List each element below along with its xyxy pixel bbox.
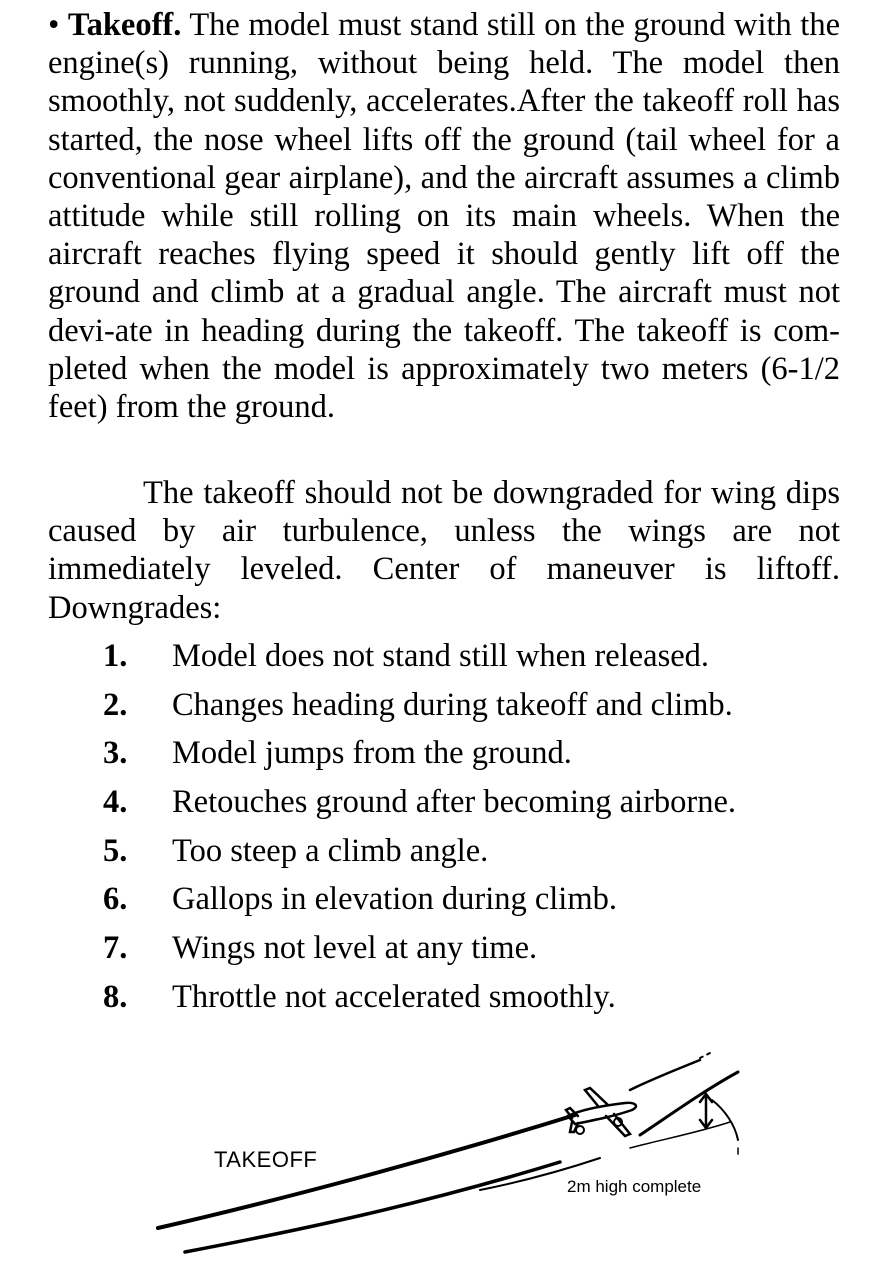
- list-item-text: Throttle not accelerated smoothly.: [172, 978, 616, 1015]
- list-item-number: 1.: [103, 638, 128, 674]
- list-item-text: Model does not stand still when released.: [172, 638, 710, 674]
- list-item: [0, 973, 888, 1022]
- list-item-text: Model jumps from the ground.: [172, 735, 572, 772]
- takeoff-paragraph: [48, 6, 840, 426]
- downgrade-intro-text: The takeoff should not be downgraded for wing dips caused by air turbulence, unless the wings are not immediately leveled. Center of maneuver is liftoff. Downgrades:: [48, 475, 840, 626]
- list-item: [0, 827, 888, 876]
- list-item-number: 2.: [103, 686, 128, 723]
- list-item-number: 5.: [103, 832, 128, 869]
- climb-path-line: [700, 1052, 712, 1058]
- climb-path-line: [640, 1072, 738, 1135]
- figure-caption: 2m high complete: [567, 1177, 702, 1196]
- list-item-text: Too steep a climb angle.: [172, 832, 489, 869]
- list-item-text: Retouches ground after becoming airborne.: [172, 784, 737, 821]
- takeoff-diagram-drawing: [0, 1040, 888, 1287]
- list-item: [0, 924, 888, 973]
- list-item-number: 7.: [103, 930, 128, 967]
- list-item: [0, 729, 888, 778]
- list-item: [0, 778, 888, 827]
- list-item-number: 8.: [103, 978, 128, 1015]
- list-item: [0, 681, 888, 730]
- bullet: •: [48, 7, 60, 43]
- takeoff-diagram: [0, 1040, 888, 1287]
- list-item-text: Gallops in elevation during climb.: [172, 881, 617, 918]
- list-item: [0, 875, 888, 924]
- list-item-number: 3.: [103, 735, 128, 772]
- list-item-number: 6.: [103, 881, 128, 918]
- airplane-icon: [566, 1088, 636, 1136]
- list-item-text: Wings not level at any time.: [172, 930, 538, 967]
- takeoff-heading: Takeoff.: [67, 7, 182, 43]
- downgrades-list: [0, 632, 888, 1022]
- figure-label: TAKEOFF: [214, 1147, 318, 1172]
- height-marker-curve: [712, 1100, 738, 1140]
- takeoff-description: The model must stand still on the ground with the engine(s) running, without being held. The model then smoothly, not suddenly, accelerates.After the takeoff roll has started, the nose wheel lifts off the ground (tail wheel for a conventional gear airplane), and the aircraft assumes a climb attitude while still rolling on its main wheels. When the aircraft reaches flying speed it should gently lift off the ground and climb at a gradual angle. The aircraft must not devi-ate in heading during the takeoff. The takeoff is com-pleted when the model is approximately two meters (6-1/2 feet) from the ground.: [48, 7, 840, 426]
- climb-path-line: [630, 1122, 730, 1148]
- list-item-number: 4.: [103, 784, 128, 821]
- climb-path-line: [630, 1060, 700, 1090]
- downgrade-intro-paragraph: [48, 474, 840, 627]
- list-item: [0, 632, 888, 681]
- list-item-text: Changes heading during takeoff and climb.: [172, 686, 733, 723]
